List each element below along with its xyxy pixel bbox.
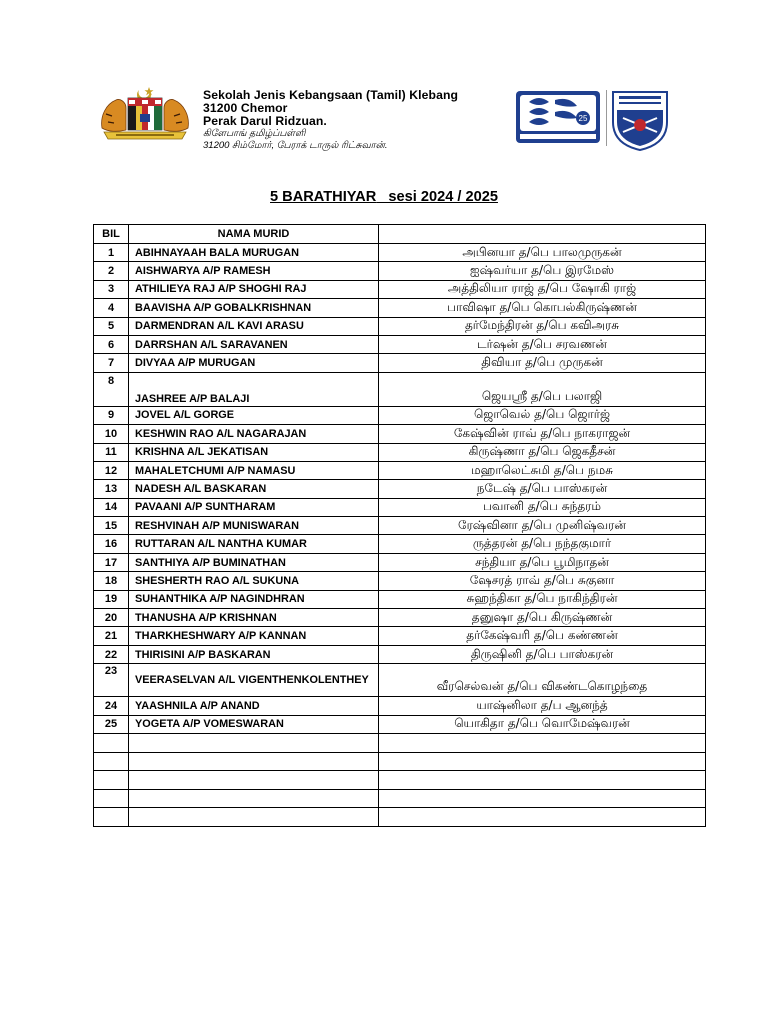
student-name: AISHWARYA A/P RAMESH: [129, 262, 379, 280]
school-header: [203, 89, 458, 152]
student-name: VEERASELVAN A/L VIGENTHENKOLENTHEY: [129, 664, 379, 697]
empty-cell: [129, 771, 379, 790]
row-number: 3: [94, 280, 129, 298]
student-name-tamil: கேஷ்வின் ராவ் த/பெ நாகராஜன்: [379, 425, 706, 443]
empty-row: [94, 752, 706, 771]
student-name: SANTHIYA A/P BUMINATHAN: [129, 553, 379, 571]
empty-cell: [379, 752, 706, 771]
table-row: [94, 553, 706, 571]
row-number: 7: [94, 354, 129, 372]
row-number: 19: [94, 590, 129, 608]
row-number: 23: [94, 664, 129, 697]
student-name-tamil: சந்தியா த/பெ பூமிநாதன்: [379, 553, 706, 571]
table-row: [94, 244, 706, 262]
student-name: KESHWIN RAO A/L NAGARAJAN: [129, 425, 379, 443]
table-row: [94, 645, 706, 663]
table-row: [94, 443, 706, 461]
logo-divider: [606, 90, 607, 146]
empty-cell: [129, 808, 379, 827]
school-badge-icon: [609, 88, 671, 152]
row-number: 14: [94, 498, 129, 516]
table-row: [94, 609, 706, 627]
row-number: 24: [94, 697, 129, 715]
empty-cell: [94, 771, 129, 790]
table-row: [94, 425, 706, 443]
empty-row: [94, 808, 706, 827]
row-number: 10: [94, 425, 129, 443]
student-name: DARMENDRAN A/L KAVI ARASU: [129, 317, 379, 335]
table-row: [94, 335, 706, 353]
empty-row: [94, 771, 706, 790]
empty-row: [94, 789, 706, 808]
table-row: [94, 299, 706, 317]
table-row: [94, 280, 706, 298]
table-row: [94, 498, 706, 516]
row-number: 22: [94, 645, 129, 663]
student-name-tamil: வீரசெல்வன் த/பெ விகண்டகொழந்தை: [379, 664, 706, 697]
row-number: 5: [94, 317, 129, 335]
table-row: [94, 372, 706, 406]
school-address-line2: Perak Darul Ridzuan.: [203, 114, 327, 128]
row-number: 9: [94, 406, 129, 424]
student-name-tamil: ஜெயஸ்ரீ த/பெ பலாஜி: [379, 372, 706, 406]
school-address-tamil: 31200 சிம்மோர், பேராக் டாருல் ரிட்சுவான்.: [203, 140, 388, 151]
student-name: THIRISINI A/P BASKARAN: [129, 645, 379, 663]
table-row: [94, 406, 706, 424]
empty-cell: [129, 752, 379, 771]
table-row: [94, 627, 706, 645]
student-name-tamil: யொகிதா த/பெ வொமேஷ்வரன்: [379, 715, 706, 733]
student-name-tamil: பவானி த/பெ சுந்தரம்: [379, 498, 706, 516]
student-name: JASHREE A/P BALAJI: [129, 372, 379, 406]
student-name-tamil: ஐஷ்வர்யா த/பெ இரமேஸ்: [379, 262, 706, 280]
student-name-tamil: திருஷினி த/பெ பாஸ்கரன்: [379, 645, 706, 663]
student-name: YAASHNILA A/P ANAND: [129, 697, 379, 715]
student-table: [93, 224, 706, 827]
row-number: 21: [94, 627, 129, 645]
student-name-tamil: மஹாலெட்சுமி த/பெ நமசு: [379, 461, 706, 479]
row-number: 2: [94, 262, 129, 280]
table-header-row: [94, 225, 706, 244]
session-label: sesi 2024 / 2025: [376, 189, 498, 205]
table-row: [94, 697, 706, 715]
empty-cell: [379, 771, 706, 790]
student-name: RUTTARAN A/L NANTHA KUMAR: [129, 535, 379, 553]
table-row: [94, 461, 706, 479]
row-number: 12: [94, 461, 129, 479]
student-name: THARKHESHWARY A/P KANNAN: [129, 627, 379, 645]
student-name-tamil: ருத்தரன் த/பெ நந்தகுமார்: [379, 535, 706, 553]
empty-cell: [379, 808, 706, 827]
student-name-tamil: ஷேசரத் ராவ் த/பெ சுகுனா: [379, 572, 706, 590]
row-number: 25: [94, 715, 129, 733]
row-number: 15: [94, 517, 129, 535]
student-name-tamil: அத்திலியா ராஜ் த/பெ ஷோகி ராஜ்: [379, 280, 706, 298]
table-row: [94, 715, 706, 733]
column-header-tamil: [379, 225, 706, 244]
student-name-tamil: ஜொவெல் த/பெ ஜொர்ஜ்: [379, 406, 706, 424]
empty-cell: [94, 789, 129, 808]
student-name: RESHVINAH A/P MUNISWARAN: [129, 517, 379, 535]
student-name: KRISHNA A/L JEKATISAN: [129, 443, 379, 461]
table-row: [94, 590, 706, 608]
table-row: [94, 354, 706, 372]
empty-row: [94, 733, 706, 752]
student-name-tamil: ரேஷ்வினா த/பெ முனிஷ்வரன்: [379, 517, 706, 535]
table-row: [94, 317, 706, 335]
student-name-tamil: சுஹந்திகா த/பெ நாகிந்திரன்: [379, 590, 706, 608]
student-rows: [94, 244, 706, 827]
empty-cell: [129, 789, 379, 808]
empty-cell: [379, 789, 706, 808]
student-name: PAVAANI A/P SUNTHARAM: [129, 498, 379, 516]
row-number: 16: [94, 535, 129, 553]
empty-cell: [129, 733, 379, 752]
ppm-school-logo-icon: [515, 90, 601, 144]
column-header-name: NAMA MURID: [129, 225, 379, 244]
student-name: MAHALETCHUMI A/P NAMASU: [129, 461, 379, 479]
student-name-tamil: கிருஷ்ணா த/பெ ஜெகதீசன்: [379, 443, 706, 461]
row-number: 20: [94, 609, 129, 627]
page-title: [0, 189, 768, 205]
row-number: 17: [94, 553, 129, 571]
row-number: 11: [94, 443, 129, 461]
empty-cell: [379, 733, 706, 752]
student-name-tamil: பாவிஷா த/பெ கொபல்கிருஷ்ணன்: [379, 299, 706, 317]
table-row: [94, 572, 706, 590]
student-name: THANUSHA A/P KRISHNAN: [129, 609, 379, 627]
student-name-tamil: டர்ஷன் த/பெ சரவணன்: [379, 335, 706, 353]
student-name: NADESH A/L BASKARAN: [129, 480, 379, 498]
student-name-tamil: அபினயா த/பெ பாலமுருகன்: [379, 244, 706, 262]
empty-cell: [94, 752, 129, 771]
student-name: JOVEL A/L GORGE: [129, 406, 379, 424]
class-name: 5 BARATHIYAR: [270, 189, 377, 205]
student-name: DARRSHAN A/L SARAVANEN: [129, 335, 379, 353]
student-name: SUHANTHIKA A/P NAGINDHRAN: [129, 590, 379, 608]
student-name: ATHILIEYA RAJ A/P SHOGHI RAJ: [129, 280, 379, 298]
table-row: [94, 480, 706, 498]
table-row: [94, 535, 706, 553]
student-name: BAAVISHA A/P GOBALKRISHNAN: [129, 299, 379, 317]
empty-cell: [94, 808, 129, 827]
student-name-tamil: திவியா த/பெ முருகன்: [379, 354, 706, 372]
student-name-tamil: யாஷ்னிலா த/ப ஆனந்த்: [379, 697, 706, 715]
row-number: 6: [94, 335, 129, 353]
svg-text:25: 25: [578, 114, 588, 123]
row-number: 8: [94, 372, 129, 406]
school-address-line1: 31200 Chemor: [203, 101, 288, 115]
row-number: 18: [94, 572, 129, 590]
row-number: 13: [94, 480, 129, 498]
student-name: ABIHNAYAAH BALA MURUGAN: [129, 244, 379, 262]
student-name-tamil: தனுஷா த/பெ கிருஷ்ணன்: [379, 609, 706, 627]
column-header-bil: BIL: [94, 225, 129, 244]
student-name: YOGETA A/P VOMESWARAN: [129, 715, 379, 733]
empty-cell: [94, 733, 129, 752]
student-name-tamil: நடேஷ் த/பெ பாஸ்கரன்: [379, 480, 706, 498]
student-name: SHESHERTH RAO A/L SUKUNA: [129, 572, 379, 590]
table-row: [94, 262, 706, 280]
school-name-tamil: கிளேபாங் தமிழ்ப்பள்ளி: [203, 128, 306, 139]
malaysia-coat-of-arms-icon: [96, 84, 194, 140]
student-name-tamil: தர்கேஷ்வரி த/பெ கண்ணன்: [379, 627, 706, 645]
student-name: DIVYAA A/P MURUGAN: [129, 354, 379, 372]
row-number: 1: [94, 244, 129, 262]
table-row: [94, 517, 706, 535]
student-name-tamil: தர்மேந்திரன் த/பெ கவிஅரசு: [379, 317, 706, 335]
row-number: 4: [94, 299, 129, 317]
school-name: Sekolah Jenis Kebangsaan (Tamil) Klebang: [203, 88, 459, 102]
table-row: [94, 664, 706, 697]
